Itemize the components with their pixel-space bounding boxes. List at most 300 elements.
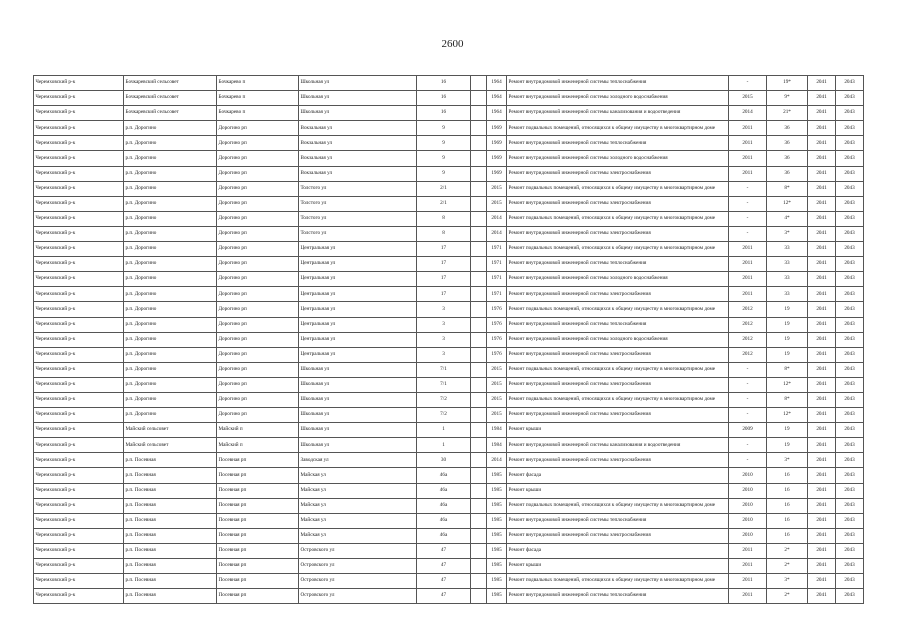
cell-building: [471, 272, 487, 287]
cell-work-type: Ремонт внутридомовой инженерной системы теплоснабжения: [507, 513, 729, 528]
table-row: [34, 226, 864, 241]
cell-street: Вокзальная ул: [299, 121, 417, 136]
cell-last-repair-year: 2011: [729, 136, 767, 151]
cell-plan-start-year: 2041: [808, 332, 836, 347]
cell-plan-start-year: 2041: [808, 121, 836, 136]
cell-building: [471, 166, 487, 181]
cell-locality: Дорогино рп: [217, 257, 299, 272]
table-row: [34, 574, 864, 589]
cell-plan-end-year: 2043: [836, 287, 864, 302]
cell-plan-start-year: 2041: [808, 543, 836, 558]
table-row: [34, 181, 864, 196]
cell-district: Черемховский р-к: [34, 211, 124, 226]
table-row: [34, 317, 864, 332]
cell-municipality: р.п. Дорогино: [124, 257, 217, 272]
cell-municipality: р.п. Посевная: [124, 543, 217, 558]
table-row: [34, 483, 864, 498]
cell-street: Толстого ул: [299, 226, 417, 241]
cell-plan-start-year: 2041: [808, 408, 836, 423]
cell-plan-end-year: 2043: [836, 362, 864, 377]
cell-municipality: р.п. Посевная: [124, 513, 217, 528]
cell-house-number: 46а: [417, 483, 471, 498]
table-row: [34, 589, 864, 604]
cell-work-type: Ремонт подвальных помещений, относящихся к общему имуществу в многоквартирном доме: [507, 302, 729, 317]
cell-plan-end-year: 2043: [836, 453, 864, 468]
cell-street: Центральная ул: [299, 287, 417, 302]
cell-house-number: 30: [417, 453, 471, 468]
cell-plan-start-year: 2041: [808, 91, 836, 106]
cell-work-type: Ремонт внутридомовой инженерной системы электроснабжения: [507, 528, 729, 543]
table-row: [34, 468, 864, 483]
cell-plan-start-year: 2041: [808, 226, 836, 241]
cell-building: [471, 543, 487, 558]
repair-schedule-table: [33, 75, 864, 604]
cell-work-type: Ремонт внутридомовой инженерной системы электроснабжения: [507, 196, 729, 211]
cell-municipality: р.п. Дорогино: [124, 151, 217, 166]
table-row: [34, 513, 864, 528]
cell-locality: Посевная рп: [217, 483, 299, 498]
cell-year-built: 1971: [487, 287, 507, 302]
cell-work-type: Ремонт крыши: [507, 559, 729, 574]
cell-district: Черемховский р-к: [34, 91, 124, 106]
cell-house-number: 8: [417, 211, 471, 226]
cell-street: Майская ул: [299, 513, 417, 528]
cell-year-built: 1969: [487, 151, 507, 166]
cell-last-repair-year: 2010: [729, 483, 767, 498]
cell-street: Островского ул: [299, 543, 417, 558]
cell-plan-end-year: 2043: [836, 136, 864, 151]
cell-plan-end-year: 2043: [836, 91, 864, 106]
cell-municipality: р.п. Посевная: [124, 589, 217, 604]
cell-building: [471, 377, 487, 392]
cell-district: Черемховский р-к: [34, 226, 124, 241]
cell-wear-percent: 3*: [767, 453, 808, 468]
cell-building: [471, 589, 487, 604]
cell-building: [471, 453, 487, 468]
cell-year-built: 1976: [487, 317, 507, 332]
cell-street: Вокзальная ул: [299, 166, 417, 181]
cell-building: [471, 136, 487, 151]
cell-district: Черемховский р-к: [34, 543, 124, 558]
cell-district: Черемховский р-к: [34, 121, 124, 136]
cell-year-built: 2015: [487, 196, 507, 211]
cell-district: Черемховский р-к: [34, 528, 124, 543]
cell-municipality: р.п. Посевная: [124, 483, 217, 498]
cell-municipality: р.п. Дорогино: [124, 196, 217, 211]
cell-house-number: 3: [417, 347, 471, 362]
cell-district: Черемховский р-к: [34, 483, 124, 498]
table-row: [34, 257, 864, 272]
cell-year-built: 1985: [487, 528, 507, 543]
table-row: [34, 332, 864, 347]
cell-year-built: 1976: [487, 347, 507, 362]
cell-year-built: 2015: [487, 377, 507, 392]
cell-municipality: р.п. Дорогино: [124, 226, 217, 241]
cell-plan-start-year: 2041: [808, 76, 836, 91]
cell-work-type: Ремонт крыши: [507, 483, 729, 498]
cell-year-built: 1971: [487, 272, 507, 287]
cell-wear-percent: 3*: [767, 226, 808, 241]
cell-street: Центральная ул: [299, 317, 417, 332]
cell-wear-percent: 33: [767, 287, 808, 302]
cell-wear-percent: 12*: [767, 377, 808, 392]
cell-district: Черемховский р-к: [34, 498, 124, 513]
cell-wear-percent: 16: [767, 468, 808, 483]
cell-plan-start-year: 2041: [808, 272, 836, 287]
cell-wear-percent: 19: [767, 302, 808, 317]
cell-house-number: 47: [417, 543, 471, 558]
cell-building: [471, 438, 487, 453]
cell-work-type: Ремонт внутридомовой инженерной системы холодного водоснабжения: [507, 91, 729, 106]
cell-building: [471, 196, 487, 211]
cell-work-type: Ремонт крыши: [507, 423, 729, 438]
cell-last-repair-year: -: [729, 377, 767, 392]
table-row: [34, 196, 864, 211]
cell-plan-end-year: 2043: [836, 483, 864, 498]
cell-last-repair-year: -: [729, 211, 767, 226]
cell-plan-start-year: 2041: [808, 347, 836, 362]
cell-wear-percent: 21*: [767, 106, 808, 121]
cell-last-repair-year: 2012: [729, 302, 767, 317]
table-row: [34, 559, 864, 574]
cell-last-repair-year: 2011: [729, 559, 767, 574]
cell-plan-end-year: 2043: [836, 543, 864, 558]
cell-building: [471, 257, 487, 272]
cell-year-built: 1984: [487, 438, 507, 453]
cell-house-number: 7/2: [417, 408, 471, 423]
cell-year-built: 2015: [487, 362, 507, 377]
cell-municipality: р.п. Дорогино: [124, 392, 217, 407]
cell-municipality: р.п. Дорогино: [124, 287, 217, 302]
cell-work-type: Ремонт внутридомовой инженерной системы электроснабжения: [507, 377, 729, 392]
cell-year-built: 1985: [487, 513, 507, 528]
cell-building: [471, 226, 487, 241]
table-row: [34, 211, 864, 226]
cell-house-number: 7/1: [417, 377, 471, 392]
cell-year-built: 2014: [487, 226, 507, 241]
cell-last-repair-year: -: [729, 196, 767, 211]
cell-district: Черемховский р-к: [34, 136, 124, 151]
cell-house-number: 17: [417, 257, 471, 272]
cell-municipality: р.п. Дорогино: [124, 242, 217, 257]
cell-building: [471, 574, 487, 589]
cell-plan-start-year: 2041: [808, 242, 836, 257]
cell-house-number: 47: [417, 589, 471, 604]
cell-plan-end-year: 2043: [836, 332, 864, 347]
cell-street: Майская ул: [299, 468, 417, 483]
cell-district: Черемховский р-к: [34, 287, 124, 302]
cell-locality: Дорогино рп: [217, 166, 299, 181]
cell-year-built: 2015: [487, 408, 507, 423]
cell-plan-end-year: 2043: [836, 438, 864, 453]
cell-plan-start-year: 2041: [808, 377, 836, 392]
cell-house-number: 9: [417, 151, 471, 166]
table-row: [34, 408, 864, 423]
cell-year-built: 1985: [487, 589, 507, 604]
cell-street: Центральная ул: [299, 242, 417, 257]
cell-work-type: Ремонт внутридомовой инженерной системы канализования и водоотведения: [507, 106, 729, 121]
cell-building: [471, 317, 487, 332]
cell-locality: Дорогино рп: [217, 196, 299, 211]
cell-work-type: Ремонт внутридомовой инженерной системы электроснабжения: [507, 226, 729, 241]
cell-house-number: 7/2: [417, 392, 471, 407]
cell-municipality: р.п. Посевная: [124, 574, 217, 589]
cell-building: [471, 483, 487, 498]
cell-plan-end-year: 2043: [836, 574, 864, 589]
cell-locality: Посевная рп: [217, 453, 299, 468]
cell-municipality: р.п. Посевная: [124, 528, 217, 543]
cell-district: Черемховский р-к: [34, 574, 124, 589]
table-row: [34, 362, 864, 377]
cell-plan-start-year: 2041: [808, 181, 836, 196]
cell-work-type: Ремонт фасада: [507, 543, 729, 558]
cell-wear-percent: 8*: [767, 362, 808, 377]
cell-last-repair-year: 2011: [729, 543, 767, 558]
cell-street: Центральная ул: [299, 257, 417, 272]
cell-plan-end-year: 2043: [836, 272, 864, 287]
table-row: [34, 121, 864, 136]
cell-plan-end-year: 2043: [836, 347, 864, 362]
cell-last-repair-year: 2011: [729, 242, 767, 257]
cell-district: Черемховский р-к: [34, 151, 124, 166]
cell-street: Толстого ул: [299, 196, 417, 211]
cell-last-repair-year: 2010: [729, 513, 767, 528]
cell-district: Черемховский р-к: [34, 166, 124, 181]
cell-locality: Дорогино рп: [217, 242, 299, 257]
cell-plan-end-year: 2043: [836, 226, 864, 241]
cell-wear-percent: 36: [767, 166, 808, 181]
cell-district: Черемховский р-к: [34, 76, 124, 91]
cell-house-number: 2/1: [417, 196, 471, 211]
cell-work-type: Ремонт внутридомовой инженерной системы теплоснабжения: [507, 317, 729, 332]
cell-work-type: Ремонт внутридомовой инженерной системы теплоснабжения: [507, 589, 729, 604]
cell-work-type: Ремонт внутридомовой инженерной системы теплоснабжения: [507, 257, 729, 272]
cell-street: Майская ул: [299, 528, 417, 543]
cell-locality: Майский п: [217, 423, 299, 438]
cell-house-number: 46а: [417, 528, 471, 543]
cell-plan-start-year: 2041: [808, 136, 836, 151]
cell-building: [471, 332, 487, 347]
cell-wear-percent: 19: [767, 347, 808, 362]
table-row: [34, 543, 864, 558]
cell-street: Вокзальная ул: [299, 136, 417, 151]
cell-plan-end-year: 2043: [836, 242, 864, 257]
cell-district: Черемховский р-к: [34, 196, 124, 211]
cell-year-built: 1985: [487, 559, 507, 574]
cell-street: Центральная ул: [299, 347, 417, 362]
cell-wear-percent: 19: [767, 438, 808, 453]
table-row: [34, 453, 864, 468]
cell-work-type: Ремонт фасада: [507, 468, 729, 483]
cell-locality: Дорогино рп: [217, 272, 299, 287]
cell-district: Черемховский р-к: [34, 106, 124, 121]
cell-locality: Дорогино рп: [217, 151, 299, 166]
cell-last-repair-year: 2012: [729, 347, 767, 362]
cell-street: Центральная ул: [299, 332, 417, 347]
cell-district: Черемховский р-к: [34, 453, 124, 468]
cell-building: [471, 498, 487, 513]
cell-house-number: 1: [417, 438, 471, 453]
cell-year-built: 1984: [487, 423, 507, 438]
repair-schedule-table-wrapper: [33, 75, 863, 604]
cell-street: Центральная ул: [299, 272, 417, 287]
cell-plan-end-year: 2043: [836, 106, 864, 121]
cell-wear-percent: 33: [767, 257, 808, 272]
cell-house-number: 17: [417, 242, 471, 257]
cell-last-repair-year: 2011: [729, 166, 767, 181]
cell-locality: Посевная рп: [217, 559, 299, 574]
cell-locality: Дорогино рп: [217, 377, 299, 392]
cell-year-built: 1964: [487, 106, 507, 121]
cell-plan-start-year: 2041: [808, 106, 836, 121]
cell-municipality: р.п. Дорогино: [124, 362, 217, 377]
cell-district: Черемховский р-к: [34, 438, 124, 453]
cell-work-type: Ремонт подвальных помещений, относящихся к общему имуществу в многоквартирном доме: [507, 181, 729, 196]
cell-last-repair-year: 2010: [729, 528, 767, 543]
cell-wear-percent: 19: [767, 332, 808, 347]
cell-municipality: р.п. Дорогино: [124, 136, 217, 151]
cell-plan-end-year: 2043: [836, 498, 864, 513]
cell-work-type: Ремонт внутридомовой инженерной системы теплоснабжения: [507, 136, 729, 151]
cell-wear-percent: 19*: [767, 76, 808, 91]
cell-municipality: р.п. Дорогино: [124, 272, 217, 287]
table-row: [34, 438, 864, 453]
cell-municipality: Бочкаревский сельсовет: [124, 91, 217, 106]
cell-wear-percent: 2*: [767, 559, 808, 574]
cell-plan-start-year: 2041: [808, 559, 836, 574]
cell-wear-percent: 2*: [767, 543, 808, 558]
cell-work-type: Ремонт внутридомовой инженерной системы теплоснабжения: [507, 76, 729, 91]
cell-locality: Дорогино рп: [217, 392, 299, 407]
table-row: [34, 106, 864, 121]
cell-municipality: Бочкаревский сельсовет: [124, 106, 217, 121]
cell-locality: Дорогино рп: [217, 121, 299, 136]
cell-plan-start-year: 2041: [808, 438, 836, 453]
cell-district: Черемховский р-к: [34, 272, 124, 287]
cell-building: [471, 528, 487, 543]
cell-last-repair-year: 2011: [729, 589, 767, 604]
cell-work-type: Ремонт подвальных помещений, относящихся к общему имуществу в многоквартирном доме: [507, 211, 729, 226]
cell-district: Черемховский р-к: [34, 377, 124, 392]
cell-plan-start-year: 2041: [808, 589, 836, 604]
cell-year-built: 1971: [487, 257, 507, 272]
cell-district: Черемховский р-к: [34, 317, 124, 332]
cell-house-number: 16: [417, 106, 471, 121]
cell-plan-end-year: 2043: [836, 302, 864, 317]
cell-district: Черемховский р-к: [34, 347, 124, 362]
cell-house-number: 46а: [417, 498, 471, 513]
cell-building: [471, 347, 487, 362]
cell-house-number: 7/1: [417, 362, 471, 377]
cell-street: Школьная ул: [299, 408, 417, 423]
cell-wear-percent: 33: [767, 272, 808, 287]
cell-street: Школьная ул: [299, 392, 417, 407]
cell-wear-percent: 36: [767, 121, 808, 136]
cell-work-type: Ремонт подвальных помещений, относящихся к общему имуществу в многоквартирном доме: [507, 121, 729, 136]
cell-year-built: 2014: [487, 211, 507, 226]
cell-municipality: р.п. Дорогино: [124, 377, 217, 392]
cell-year-built: 1969: [487, 166, 507, 181]
cell-wear-percent: 33: [767, 242, 808, 257]
cell-work-type: Ремонт подвальных помещений, относящихся к общему имуществу в многоквартирном доме: [507, 498, 729, 513]
cell-district: Черемховский р-к: [34, 423, 124, 438]
cell-building: [471, 362, 487, 377]
cell-building: [471, 242, 487, 257]
cell-plan-end-year: 2043: [836, 257, 864, 272]
cell-wear-percent: 12*: [767, 408, 808, 423]
cell-plan-end-year: 2043: [836, 513, 864, 528]
cell-street: Школьная ул: [299, 423, 417, 438]
cell-municipality: р.п. Дорогино: [124, 166, 217, 181]
cell-wear-percent: 3*: [767, 574, 808, 589]
cell-locality: Посевная рп: [217, 528, 299, 543]
cell-street: Центральная ул: [299, 302, 417, 317]
cell-wear-percent: 4*: [767, 211, 808, 226]
cell-district: Черемховский р-к: [34, 362, 124, 377]
cell-wear-percent: 16: [767, 483, 808, 498]
cell-wear-percent: 19: [767, 423, 808, 438]
cell-plan-start-year: 2041: [808, 302, 836, 317]
cell-house-number: 2/1: [417, 181, 471, 196]
cell-building: [471, 181, 487, 196]
table-body: [34, 76, 864, 604]
cell-wear-percent: 8*: [767, 181, 808, 196]
cell-plan-end-year: 2043: [836, 166, 864, 181]
cell-building: [471, 287, 487, 302]
cell-locality: Дорогино рп: [217, 136, 299, 151]
cell-municipality: р.п. Дорогино: [124, 302, 217, 317]
cell-work-type: Ремонт внутридомовой инженерной системы электроснабжения: [507, 287, 729, 302]
cell-plan-start-year: 2041: [808, 392, 836, 407]
cell-municipality: р.п. Дорогино: [124, 181, 217, 196]
cell-municipality: Майский сельсовет: [124, 423, 217, 438]
table-row: [34, 272, 864, 287]
cell-municipality: р.п. Дорогино: [124, 121, 217, 136]
cell-street: Майская ул: [299, 483, 417, 498]
cell-wear-percent: 16: [767, 513, 808, 528]
cell-house-number: 46а: [417, 468, 471, 483]
cell-year-built: 1964: [487, 91, 507, 106]
cell-last-repair-year: -: [729, 362, 767, 377]
cell-plan-end-year: 2043: [836, 392, 864, 407]
cell-wear-percent: 2*: [767, 589, 808, 604]
table-row: [34, 423, 864, 438]
cell-plan-end-year: 2043: [836, 408, 864, 423]
cell-last-repair-year: 2011: [729, 272, 767, 287]
cell-building: [471, 91, 487, 106]
cell-district: Черемховский р-к: [34, 181, 124, 196]
cell-locality: Дорогино рп: [217, 302, 299, 317]
cell-municipality: р.п. Дорогино: [124, 347, 217, 362]
cell-plan-start-year: 2041: [808, 513, 836, 528]
cell-district: Черемховский р-к: [34, 392, 124, 407]
cell-house-number: 47: [417, 559, 471, 574]
cell-last-repair-year: 2014: [729, 106, 767, 121]
cell-plan-end-year: 2043: [836, 559, 864, 574]
cell-year-built: 1985: [487, 574, 507, 589]
cell-locality: Посевная рп: [217, 589, 299, 604]
cell-last-repair-year: 2012: [729, 332, 767, 347]
cell-year-built: 1969: [487, 136, 507, 151]
cell-street: Школьная ул: [299, 362, 417, 377]
cell-wear-percent: 19: [767, 317, 808, 332]
cell-work-type: Ремонт внутридомовой инженерной системы холодного водоснабжения: [507, 272, 729, 287]
cell-year-built: 2015: [487, 392, 507, 407]
cell-street: Толстого ул: [299, 181, 417, 196]
cell-year-built: 2015: [487, 181, 507, 196]
cell-work-type: Ремонт внутридомовой инженерной системы электроснабжения: [507, 408, 729, 423]
table-row: [34, 528, 864, 543]
